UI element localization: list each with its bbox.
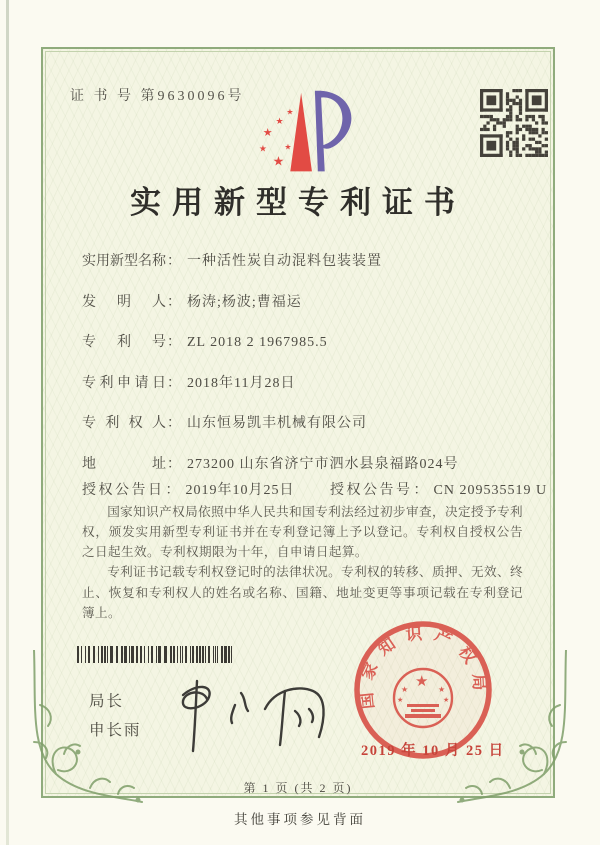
field-label: 专利申请日	[82, 375, 166, 391]
field-value: 山东恒易凯丰机械有限公司	[187, 416, 367, 431]
field-label: 专利号	[82, 335, 166, 350]
back-note: 其他事项参见背面	[234, 812, 366, 827]
field-value: 杨涛;杨波;曹福运	[187, 294, 302, 310]
corner-flourish-icon	[452, 650, 580, 810]
svg-text:★: ★	[438, 685, 446, 694]
grant-number: 授权公告号： CN 209535519 U	[330, 483, 548, 498]
field-list	[82, 250, 532, 493]
page-number: 第 1 页 (共 2 页)	[243, 781, 353, 795]
field-value: 2018年11月28日	[187, 375, 296, 391]
field-label: 发明人	[82, 294, 166, 310]
field-label: 实用新型名称	[82, 254, 166, 269]
seal-text: 国家知识产权局	[356, 623, 490, 710]
legal-paragraph-2: 专利证书记载专利权登记时的法律状况。专利权的转移、质押、无效、终止、恢复和专利权人的姓名或名称、国籍、地址变更等事项记载在专利登记簿上。	[82, 565, 523, 620]
legal-text	[82, 502, 523, 623]
grant-row	[82, 479, 552, 499]
cnipa-logo-icon	[249, 75, 367, 193]
grant-date: 授权公告日： 2019年10月25日	[82, 483, 295, 498]
qr-code	[480, 89, 548, 157]
field-row-filing-date: 专利申请日： 2018年11月28日	[82, 372, 532, 413]
certificate-title: 实用新型专利证书	[130, 185, 466, 220]
svg-text:★: ★	[258, 143, 267, 154]
field-row-patentee: 专利权人： 山东恒易凯丰机械有限公司	[82, 412, 532, 453]
svg-text:★: ★	[397, 696, 404, 704]
scan-edge-shadow	[6, 0, 9, 845]
seal-date: 2019 年 10 月 25 日	[361, 743, 505, 759]
field-label: 专利权人	[82, 416, 166, 431]
certificate-number: 证 书 号 第9630096号	[70, 89, 245, 104]
svg-text:★: ★	[401, 685, 409, 694]
field-row-inventors: 发明人： 杨涛;杨波;曹福运	[82, 291, 532, 332]
corner-flourish-icon	[20, 650, 148, 810]
svg-text:★: ★	[272, 154, 285, 169]
svg-text:★: ★	[415, 674, 429, 690]
field-label: 地址	[82, 456, 166, 472]
signer-name: 申长雨	[89, 722, 142, 740]
svg-text:★: ★	[284, 142, 292, 152]
field-row-address: 地址： 273200 山东省济宁市泗水县泉福路024号	[82, 453, 532, 494]
field-value: 273200 山东省济宁市泗水县泉福路024号	[187, 456, 459, 472]
signature	[161, 671, 346, 766]
svg-text:★: ★	[443, 696, 450, 704]
signer-title: 局长	[89, 693, 125, 710]
field-value: ZL 2018 2 1967985.5	[187, 335, 328, 350]
legal-paragraph-1: 国家知识产权局依照中华人民共和国专利法经过初步审查，决定授予专利权，颁发实用新型专利证书并在专利登记簿上予以登记。专利权自授权公告之日起生效。专利权期限为十年，自申请日起算。	[82, 505, 523, 560]
svg-text:★: ★	[262, 126, 273, 139]
field-row-patent-no: 专利号： ZL 2018 2 1967985.5	[82, 331, 532, 372]
svg-text:★: ★	[286, 107, 294, 117]
svg-text:★: ★	[275, 116, 284, 127]
field-row-name: 实用新型名称： 一种活性炭自动混料包装装置	[82, 250, 532, 291]
field-value: 一种活性炭自动混料包装装置	[187, 254, 382, 269]
